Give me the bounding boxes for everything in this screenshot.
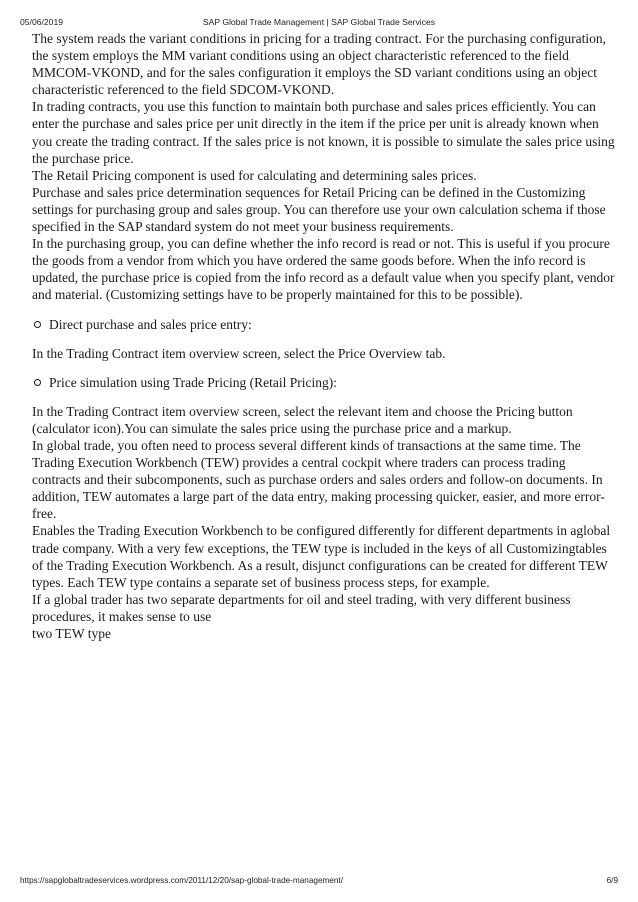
page-number: 6/9	[606, 876, 618, 885]
header-title: SAP Global Trade Management | SAP Global Trade Services	[202, 17, 436, 27]
paragraph-purchasing-group: In the purchasing group, you can define whether the info record is read or not. This is useful if you procure the goods from a vendor from which you have ordered the same goods before. When the info record is updated, the purchase price is copied from the info record as a default value when you specify plant, vendor and material. (Customizing settings have to be properly maintained for this to be possible).	[32, 236, 615, 303]
circle-bullet-icon	[34, 379, 41, 386]
footer-url: https://sapglobaltradeservices.wordpress.com/2011/12/20/sap-global-trade-management/	[20, 876, 343, 885]
paragraph-global-trader: If a global trader has two separate departments for oil and steel trading, with very different business procedures, it makes sense to use	[32, 591, 571, 624]
paragraph-price-overview: In the Trading Contract item overview screen, select the Price Overview tab.	[32, 345, 446, 361]
paragraph-tew-type: two TEW type	[32, 626, 111, 641]
page-footer	[20, 875, 618, 887]
paragraph-tew-config: Enables the Trading Execution Workbench to be configured differently for different departments in aglobal trade company. With a very few exceptions, the TEW type is included in the keys of all Customizingtables of the Trading Execution Workbench. As a result, disjunct configurations can be created for different TEW types. Each TEW type contains a separate set of business process steps, for example.	[32, 523, 611, 590]
paragraph-retail-pricing: The Retail Pricing component is used for calculating and determining sales prices.	[32, 167, 477, 183]
circle-bullet-icon	[34, 321, 41, 328]
bullet-price-simulation-text: Price simulation using Trade Pricing (Retail Pricing):	[49, 374, 337, 390]
bullet-direct-entry-text: Direct purchase and sales price entry:	[49, 316, 252, 332]
bullet-direct-entry	[32, 316, 616, 333]
header-date: 05/06/2019	[20, 17, 64, 27]
paragraph-variant-conditions: The system reads the variant conditions in pricing for a trading contract. For the purchasing configuration, the system employs the MM variant conditions using an object characteristic referenced to the field MMCOM-VKOND, and for the sales configuration it employs the SD variant conditions using an object characteristic referenced to the field SDCOM-VKOND.	[32, 31, 606, 98]
bullet-price-simulation	[32, 374, 616, 391]
paragraph-trading-contracts: In trading contracts, you use this function to maintain both purchase and sales prices efficiently. You can enter the purchase and sales price per unit directly in the item if the price per unit is already known when you create the trading contract. If the sales price is not known, it is possible to simulate the sales price using the purchase price.	[32, 99, 615, 166]
paragraph-pricing-button: In the Trading Contract item overview screen, select the relevant item and choose the Pricing button (calculator icon).You can simulate the sales price using the purchase price and a markup.	[32, 403, 573, 436]
page-header	[20, 16, 618, 28]
paragraph-tew-intro: In global trade, you often need to process several different kinds of transactions at the same time. The Trading Execution Workbench (TEW) provides a central cockpit where traders can process trading contracts and their subcomponents, such as purchase orders and sales orders and follow-on documents. In addition, TEW automates a large part of the data entry, making processing quicker, easier, and more error-free.	[32, 437, 605, 522]
document-body	[32, 30, 616, 642]
paragraph-price-determination: Purchase and sales price determination sequences for Retail Pricing can be defined in the Customizing settings for purchasing group and sales group. You can therefore use your own calculation schema if those specified in the SAP standard system do not meet your business requirements.	[32, 184, 606, 235]
